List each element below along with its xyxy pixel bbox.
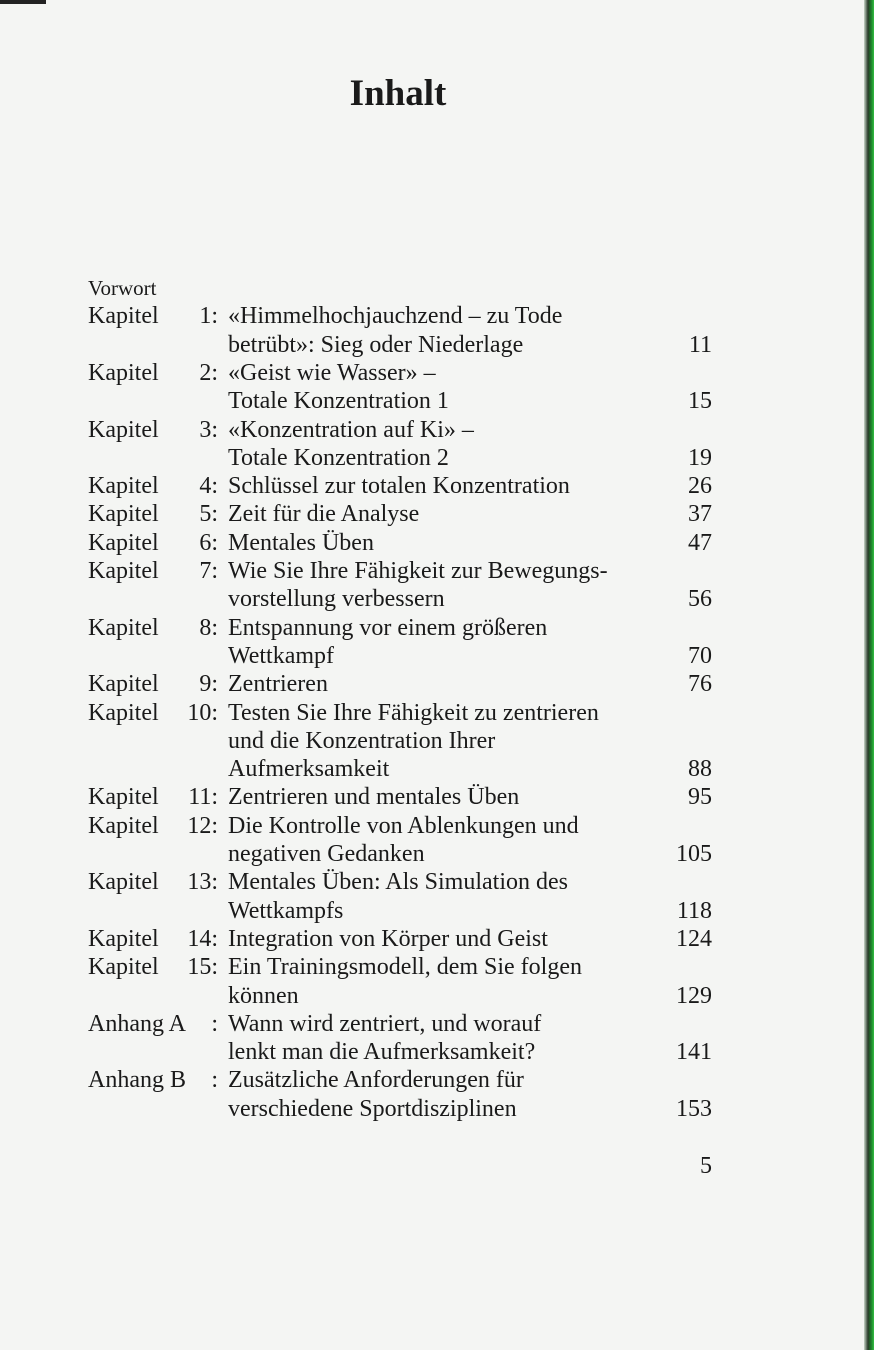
- toc-entry-title: Zeit für die Analyse: [228, 501, 420, 528]
- toc-entry-title: Die Kontrolle von Ablenkungen und: [228, 812, 579, 839]
- toc-entry-page: 76: [688, 671, 712, 698]
- toc-entry-number: 10:: [187, 699, 218, 726]
- toc-entry: [0, 783, 864, 811]
- book-cover-edge: [864, 0, 874, 1350]
- toc-entry-number: 11:: [188, 784, 218, 811]
- toc-entry-title: Zentrieren und mentales Üben: [228, 784, 520, 811]
- toc-entry-page: 118: [676, 897, 712, 924]
- toc-entry-label: Kapitel: [88, 558, 159, 584]
- toc-entry-title: Zusätzliche Anforderungen für: [228, 1067, 524, 1094]
- toc-entry-title: Ein Trainingsmodell, dem Sie folgen: [228, 954, 582, 981]
- toc-entry-continuation: [0, 642, 864, 670]
- toc-entry-title: Integration von Körper und Geist: [228, 925, 548, 952]
- toc-entry-title: «Geist wie Wasser» –: [228, 359, 436, 386]
- toc-entry-number: :: [211, 1010, 218, 1037]
- toc-entry-number: 3:: [199, 416, 218, 443]
- toc-entry: [0, 302, 864, 330]
- toc-entry-label: Kapitel: [88, 529, 159, 556]
- toc-entry: [0, 500, 864, 528]
- toc-entry-page: 47: [688, 529, 712, 556]
- toc-entry-continuation: [0, 755, 864, 783]
- toc-entry-page: 105: [676, 841, 712, 867]
- toc-entry-page: 56: [688, 586, 712, 613]
- toc-entry-title: Wettkampf: [228, 642, 335, 669]
- toc-entry-number: 6:: [199, 529, 218, 556]
- toc-entry-title: verschiedene Sportdisziplinen: [228, 1095, 517, 1122]
- toc-entry-label: Anhang B: [88, 1067, 186, 1094]
- toc-entry-label: Vorwort: [88, 276, 157, 300]
- toc-entry-title: Entspannung vor einem größeren: [228, 614, 548, 641]
- toc-entry: [0, 529, 864, 557]
- toc-entry-page: 70: [688, 642, 712, 669]
- toc-entry-label: Kapitel: [88, 699, 159, 726]
- toc-entry: [0, 670, 864, 698]
- toc-entry-label: Kapitel: [88, 954, 159, 981]
- toc-entry-number: 5:: [199, 501, 218, 528]
- toc-entry-title: Wettkampfs: [228, 897, 344, 924]
- toc-entry-label: Kapitel: [88, 501, 159, 528]
- toc-entry-number: 9:: [199, 671, 218, 698]
- toc-entry-continuation: [0, 840, 864, 868]
- toc-entry-label: Kapitel: [88, 812, 159, 839]
- toc-entry-title: Wie Sie Ihre Fähigkeit zur Bewegungs-: [228, 558, 608, 584]
- toc-entry-continuation: [0, 1095, 864, 1123]
- toc-entry-title: vorstellung verbessern: [228, 586, 445, 613]
- toc-entry: [0, 868, 864, 896]
- toc-entry-page: 26: [688, 473, 712, 500]
- toc-entry-title: Testen Sie Ihre Fähigkeit zu zentrieren: [228, 699, 599, 726]
- toc-entry-title: Schlüssel zur totalen Konzentration: [228, 473, 570, 500]
- toc-entry-continuation: [0, 727, 864, 755]
- toc-entry-title: Totale Konzentration 2: [228, 444, 449, 471]
- toc-entry-page: 124: [676, 925, 712, 952]
- toc-entry-label: Kapitel: [88, 925, 159, 952]
- toc-entry-number: 14:: [187, 925, 218, 952]
- toc-entry-title: können: [228, 982, 299, 1009]
- toc-entry-label: Kapitel: [88, 473, 159, 500]
- toc-entry: [0, 472, 864, 500]
- toc-entry-continuation: [0, 387, 864, 415]
- toc-entry-page: 141: [676, 1039, 712, 1066]
- toc-entry-continuation: [0, 897, 864, 925]
- toc-entry-continuation: [0, 982, 864, 1010]
- page-title: Inhalt: [349, 73, 447, 114]
- toc-entry: [0, 812, 864, 840]
- toc-entry: [0, 1010, 864, 1038]
- toc-entry: [0, 557, 864, 585]
- toc-entry-continuation: [0, 331, 864, 359]
- page-number: 5: [700, 1153, 712, 1179]
- toc-entry-title: negativen Gedanken: [228, 841, 425, 867]
- page-edge-mark: [0, 0, 46, 4]
- toc-entry-page: 129: [676, 982, 712, 1009]
- toc-entry-number: 4:: [199, 473, 218, 500]
- toc-entry: [0, 1066, 864, 1094]
- toc-entry-title: und die Konzentration Ihrer: [228, 727, 496, 754]
- toc-entry-number: 2:: [199, 359, 218, 386]
- toc-entry: [0, 274, 864, 302]
- toc-entry-continuation: [0, 585, 864, 613]
- toc-entry-number: :: [211, 1067, 218, 1094]
- toc-entry: [0, 416, 864, 444]
- toc-entry-number: 1:: [199, 303, 218, 330]
- toc-entry-label: Kapitel: [88, 359, 159, 386]
- toc-entry-continuation: [0, 444, 864, 472]
- toc-entry-title: Aufmerksamkeit: [228, 756, 390, 783]
- toc-entry-title: Wann wird zentriert, und worauf: [228, 1010, 542, 1037]
- toc-entry-title: Mentales Üben: [228, 529, 374, 556]
- toc-entry-number: 13:: [187, 869, 218, 896]
- toc-entry-title: Mentales Üben: Als Simulation des: [228, 869, 568, 896]
- toc-entry-page: 95: [688, 784, 712, 811]
- toc-entry-title: «Himmelhochjauchzend – zu Tode: [228, 303, 563, 330]
- toc-entry-title: «Konzentration auf Ki» –: [228, 416, 474, 443]
- toc-entry-title: betrübt»: Sieg oder Niederlage: [228, 331, 524, 358]
- toc-entry-label: Anhang A: [88, 1010, 186, 1037]
- toc-entry-title: Zentrieren: [228, 671, 328, 698]
- toc-entry: [0, 953, 864, 981]
- toc-entry-page: 88: [688, 756, 712, 783]
- toc-entry-page: 153: [676, 1095, 712, 1122]
- toc-entry-number: 15:: [187, 954, 218, 981]
- toc-entry-continuation: [0, 1038, 864, 1066]
- toc-entry-label: Kapitel: [88, 869, 159, 896]
- toc-entry-number: 8:: [199, 614, 218, 641]
- toc-entry-label: Kapitel: [88, 784, 159, 811]
- toc-entry-number: 12:: [187, 812, 218, 839]
- toc-entry-label: Kapitel: [88, 416, 159, 443]
- toc-entry-label: Kapitel: [88, 303, 159, 330]
- toc-entry-label: Kapitel: [88, 671, 159, 698]
- toc-entry-page: 15: [688, 388, 712, 415]
- toc-entry-label: Kapitel: [88, 614, 159, 641]
- toc-entry-title: lenkt man die Aufmerksamkeit?: [228, 1039, 536, 1066]
- toc-entry: [0, 925, 864, 953]
- toc-entry-page: 11: [688, 331, 712, 358]
- toc-entry: [0, 359, 864, 387]
- toc-entry-title: Totale Konzentration 1: [228, 388, 449, 415]
- toc-entry-number: 7:: [199, 558, 218, 584]
- toc-entry: [0, 614, 864, 642]
- toc-entry-page: 37: [688, 501, 712, 528]
- toc-entry: [0, 699, 864, 727]
- toc-entry-page: 19: [688, 444, 712, 471]
